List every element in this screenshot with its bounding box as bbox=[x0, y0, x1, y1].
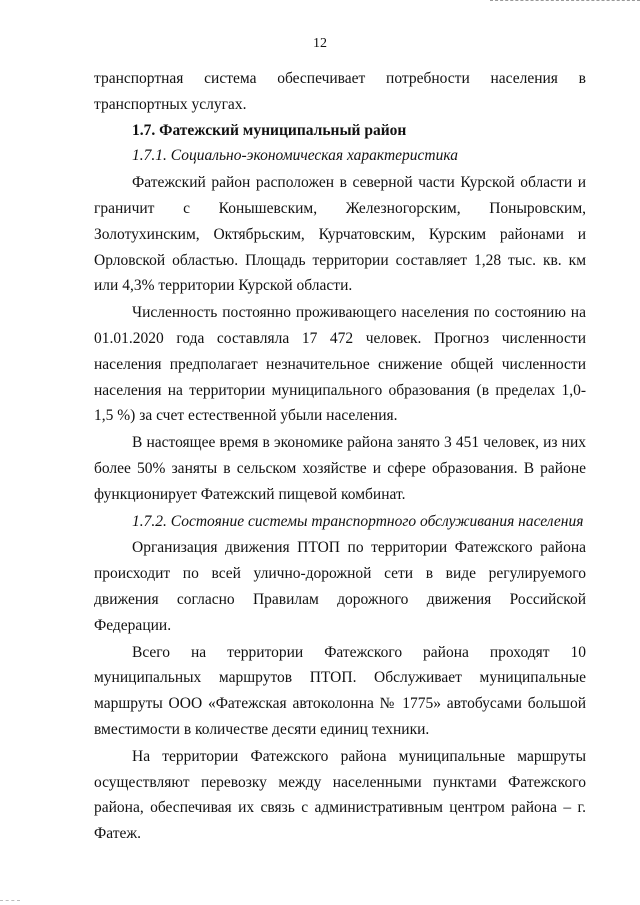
paragraph-continuation: транспортная система обеспечивает потребности населения в транспортных услугах. bbox=[94, 70, 586, 113]
section-heading: 1.7. Фатежский муниципальный район bbox=[132, 121, 407, 139]
paragraph-traffic-organization: Организация движения ПТОП по территории Фатежского района происходит по всей улично-дорожной сети в виде регулируемого движения согласно Правилам дорожного движения Российской Федерации. bbox=[94, 539, 586, 634]
paragraph-economy: В настоящее время в экономике района занято 3 451 человек, из них более 50% заняты в сельском хозяйстве и сфере образования. В районе функционирует Фатежский пищевой комбинат. bbox=[94, 434, 586, 503]
paragraph-route-connections: На территории Фатежского района муниципальные маршруты осуществляют перевозку между населенными пунктами Фатежского района, обеспечивая их связь с административным центром района – г. Фатеж. bbox=[94, 747, 586, 843]
paragraph-location: Фатежский район расположен в северной части Курской области и граничит с Конышевским, Железногорским, Поныровским, Золотухинским, Октябрьским, Курчатовским, Курским районами и Орловской областью. Площадь территории составляет 1,28 тыс. кв. км или 4,3% территории Курской области. bbox=[94, 174, 586, 295]
subsection-heading-transport: 1.7.2. Состояние системы транспортного обслуживания населения bbox=[132, 512, 584, 530]
page-content bbox=[94, 66, 586, 847]
page-number: 12 bbox=[313, 36, 327, 51]
subsection-heading-socioeconomic: 1.7.1. Социально-экономическая характеристика bbox=[132, 147, 458, 165]
paragraph-population: Численность постоянно проживающего населения по состоянию на 01.01.2020 года составляла 17 472 человек. Прогноз численности населения предполагает незначительное снижение общей численности населения на территории муниципального образования (в пределах 1,0-1,5 %) за счет естественной убыли населения. bbox=[94, 304, 586, 425]
paragraph-routes: Всего на территории Фатежского района проходят 10 муниципальных маршрутов ПТОП. Обслуживает муниципальные маршруты ООО «Фатежская автоколонна № 1775» автобусами большой вместимости в количестве десяти единиц техники. bbox=[94, 643, 586, 738]
scan-edge-mark-bottom bbox=[0, 900, 20, 903]
scan-edge-mark bbox=[490, 0, 640, 4]
